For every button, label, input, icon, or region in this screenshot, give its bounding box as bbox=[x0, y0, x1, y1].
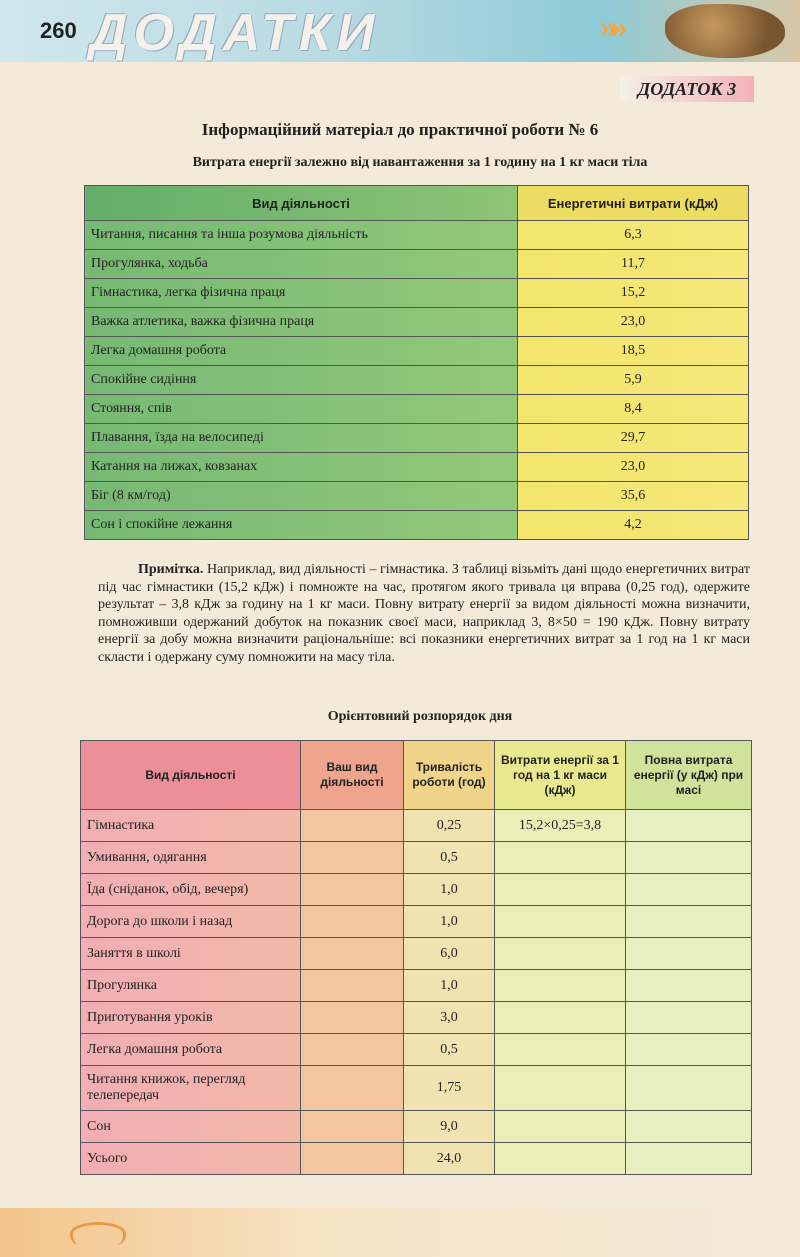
energy-value-cell: 8,4 bbox=[518, 395, 749, 424]
energy-value-cell: 23,0 bbox=[518, 308, 749, 337]
activity-cell: Легка домашня робота bbox=[85, 337, 518, 366]
duration-cell: 1,0 bbox=[404, 970, 495, 1002]
total-energy-cell bbox=[626, 874, 752, 906]
duration-cell: 6,0 bbox=[404, 938, 495, 970]
duration-cell: 0,5 bbox=[404, 842, 495, 874]
energy-value-cell: 5,9 bbox=[518, 366, 749, 395]
table-row bbox=[81, 1002, 752, 1034]
schedule-header-energy-per-hour: Витрати енергії за 1 год на 1 кг маси (кДж) bbox=[495, 741, 626, 810]
total-energy-cell bbox=[626, 842, 752, 874]
duration-cell: 1,75 bbox=[404, 1066, 495, 1111]
total-energy-cell bbox=[626, 810, 752, 842]
schedule-table-header-row bbox=[81, 741, 752, 810]
total-energy-cell bbox=[626, 1034, 752, 1066]
duration-cell: 1,0 bbox=[404, 906, 495, 938]
energy-table bbox=[84, 185, 749, 540]
energy-per-hour-cell bbox=[495, 906, 626, 938]
table-row bbox=[85, 250, 749, 279]
energy-per-hour-cell bbox=[495, 842, 626, 874]
your-activity-cell bbox=[301, 970, 404, 1002]
table-row bbox=[81, 1143, 752, 1175]
energy-per-hour-cell bbox=[495, 1034, 626, 1066]
table-row bbox=[85, 453, 749, 482]
your-activity-cell bbox=[301, 1066, 404, 1111]
activity-cell: Сон і спокійне лежання bbox=[85, 511, 518, 540]
section-title: ДОДАТКИ bbox=[90, 4, 381, 62]
your-activity-cell bbox=[301, 874, 404, 906]
note-paragraph bbox=[98, 561, 750, 667]
energy-per-hour-cell: 15,2×0,25=3,8 bbox=[495, 810, 626, 842]
total-energy-cell bbox=[626, 1111, 752, 1143]
schedule-activity-cell: Заняття в школі bbox=[81, 938, 301, 970]
schedule-activity-cell: Прогулянка bbox=[81, 970, 301, 1002]
total-energy-cell bbox=[626, 906, 752, 938]
appendix-label: ДОДАТОК 3 bbox=[620, 76, 754, 102]
duration-cell: 1,0 bbox=[404, 874, 495, 906]
energy-per-hour-cell bbox=[495, 1143, 626, 1175]
your-activity-cell bbox=[301, 1002, 404, 1034]
table-row bbox=[85, 366, 749, 395]
energy-value-cell: 29,7 bbox=[518, 424, 749, 453]
table-row bbox=[85, 221, 749, 250]
energy-value-cell: 23,0 bbox=[518, 453, 749, 482]
energy-per-hour-cell bbox=[495, 1111, 626, 1143]
energy-per-hour-cell bbox=[495, 874, 626, 906]
duration-cell: 3,0 bbox=[404, 1002, 495, 1034]
your-activity-cell bbox=[301, 1143, 404, 1175]
your-activity-cell bbox=[301, 1034, 404, 1066]
activity-cell: Стояння, спів bbox=[85, 395, 518, 424]
schedule-activity-cell: Їда (сніданок, обід, вечеря) bbox=[81, 874, 301, 906]
schedule-activity-cell: Приготування уроків bbox=[81, 1002, 301, 1034]
duration-cell: 9,0 bbox=[404, 1111, 495, 1143]
table-row bbox=[81, 874, 752, 906]
footer-ornament-icon bbox=[70, 1222, 126, 1245]
table-row bbox=[85, 395, 749, 424]
energy-value-cell: 6,3 bbox=[518, 221, 749, 250]
table-row bbox=[81, 938, 752, 970]
energy-table-caption: Витрата енергії залежно від навантаження за 1 годину на 1 кг маси тіла bbox=[192, 155, 648, 170]
note-label: Примітка. bbox=[138, 562, 204, 577]
chevron-decoration-icon: »» bbox=[600, 8, 622, 45]
table-row bbox=[85, 308, 749, 337]
table-row bbox=[81, 970, 752, 1002]
activity-cell: Плавання, їзда на велосипеді bbox=[85, 424, 518, 453]
schedule-activity-cell: Усього bbox=[81, 1143, 301, 1175]
schedule-activity-cell: Умивання, одягання bbox=[81, 842, 301, 874]
activity-cell: Читання, писання та інша розумова діяльність bbox=[85, 221, 518, 250]
schedule-activity-cell: Гімнастика bbox=[81, 810, 301, 842]
schedule-table bbox=[80, 740, 752, 1175]
your-activity-cell bbox=[301, 810, 404, 842]
schedule-header-activity: Вид діяльності bbox=[81, 741, 301, 810]
energy-value-cell: 4,2 bbox=[518, 511, 749, 540]
energy-per-hour-cell bbox=[495, 938, 626, 970]
duration-cell: 0,5 bbox=[404, 1034, 495, 1066]
energy-value-cell: 11,7 bbox=[518, 250, 749, 279]
activity-cell: Важка атлетика, важка фізична праця bbox=[85, 308, 518, 337]
activity-cell: Спокійне сидіння bbox=[85, 366, 518, 395]
info-title: Інформаційний матеріал до практичної роботи № 6 bbox=[201, 120, 599, 139]
energy-header-activity: Вид діяльності bbox=[85, 186, 518, 221]
your-activity-cell bbox=[301, 906, 404, 938]
energy-per-hour-cell bbox=[495, 1002, 626, 1034]
table-row bbox=[81, 1066, 752, 1111]
table-row bbox=[81, 810, 752, 842]
energy-value-cell: 35,6 bbox=[518, 482, 749, 511]
table-row bbox=[85, 511, 749, 540]
your-activity-cell bbox=[301, 938, 404, 970]
schedule-header-duration: Тривалість роботи (год) bbox=[404, 741, 495, 810]
total-energy-cell bbox=[626, 970, 752, 1002]
activity-cell: Прогулянка, ходьба bbox=[85, 250, 518, 279]
activity-cell: Гімнастика, легка фізична праця bbox=[85, 279, 518, 308]
schedule-activity-cell: Дорога до школи і назад bbox=[81, 906, 301, 938]
schedule-header-your-activity: Ваш вид діяльності bbox=[301, 741, 404, 810]
schedule-activity-cell: Читання книжок, перегляд телепередач bbox=[81, 1066, 301, 1111]
activity-cell: Біг (8 км/год) bbox=[85, 482, 518, 511]
total-energy-cell bbox=[626, 1143, 752, 1175]
schedule-table-caption: Орієнтовний розпорядок дня bbox=[327, 709, 513, 724]
walnut-image bbox=[665, 4, 785, 58]
duration-cell: 24,0 bbox=[404, 1143, 495, 1175]
table-row bbox=[85, 337, 749, 366]
total-energy-cell bbox=[626, 938, 752, 970]
table-row bbox=[85, 424, 749, 453]
energy-value-cell: 15,2 bbox=[518, 279, 749, 308]
table-row bbox=[81, 842, 752, 874]
schedule-activity-cell: Легка домашня робота bbox=[81, 1034, 301, 1066]
energy-value-cell: 18,5 bbox=[518, 337, 749, 366]
total-energy-cell bbox=[626, 1002, 752, 1034]
note-text: Наприклад, вид діяльності – гімнастика. З таблиці візьміть дані щодо енергетичних витрат під час гімнастики (15,2 кДж) і помножте на час, протягом якого тривала ця вправа (0,25 год), одержите результат – 3,8 кДж за годину на 1 кг маси. Повну витрату енергії за видом діяльності можна визначити, помноживши одержаний добуток на показник своєї маси, наприклад 3, 8×50 = 190 кДж. Повну витрату енергії за добу можна визначити раціональніше: всі показники енергетичних витрат за 1 год на 1 кг маси скласти і одержану суму помножити на масу тіла. bbox=[98, 562, 750, 665]
energy-per-hour-cell bbox=[495, 1066, 626, 1111]
energy-table-header-row bbox=[85, 186, 749, 221]
your-activity-cell bbox=[301, 1111, 404, 1143]
page-number: 260 bbox=[40, 18, 77, 43]
table-row bbox=[85, 279, 749, 308]
schedule-activity-cell: Сон bbox=[81, 1111, 301, 1143]
energy-header-value: Енергетичні витрати (кДж) bbox=[518, 186, 749, 221]
duration-cell: 0,25 bbox=[404, 810, 495, 842]
total-energy-cell bbox=[626, 1066, 752, 1111]
table-row bbox=[81, 1034, 752, 1066]
activity-cell: Катання на лижах, ковзанах bbox=[85, 453, 518, 482]
schedule-header-total-energy: Повна витрата енергії (у кДж) при масі bbox=[626, 741, 752, 810]
your-activity-cell bbox=[301, 842, 404, 874]
table-row bbox=[81, 1111, 752, 1143]
table-row bbox=[81, 906, 752, 938]
energy-per-hour-cell bbox=[495, 970, 626, 1002]
table-row bbox=[85, 482, 749, 511]
